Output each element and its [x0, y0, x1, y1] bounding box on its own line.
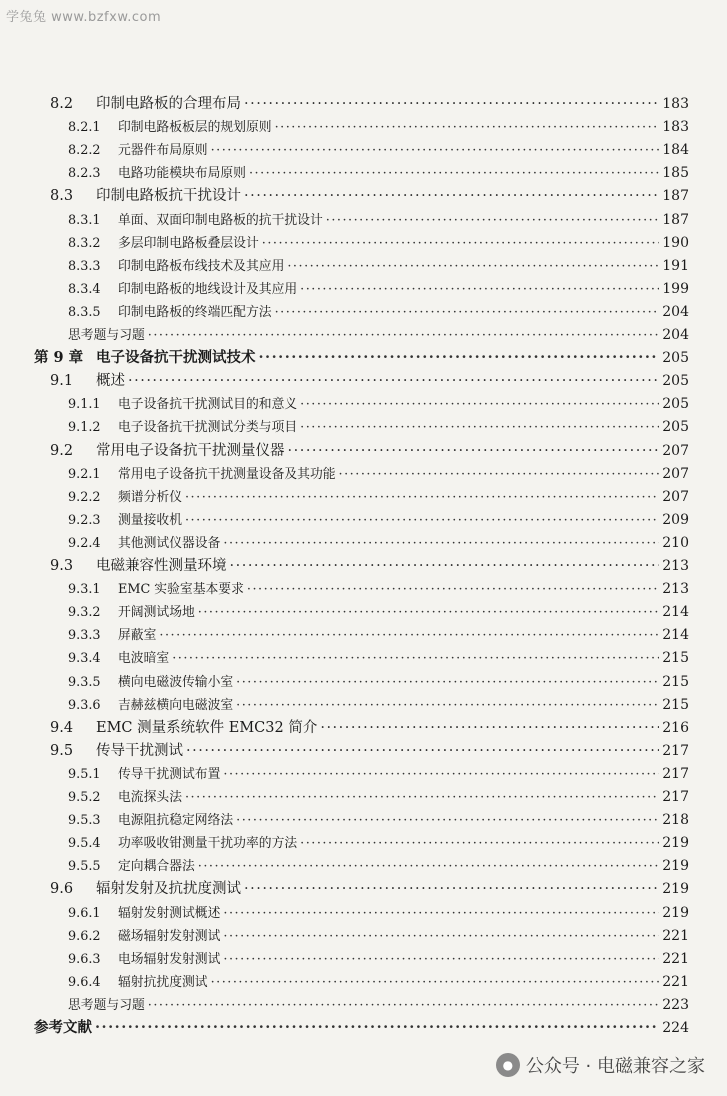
toc-page-number: 205	[662, 373, 689, 390]
toc-leader-dots	[247, 578, 659, 602]
toc-leader-dots	[300, 393, 659, 417]
toc-leader-dots	[249, 162, 659, 186]
toc-row	[68, 462, 689, 486]
toc-row	[50, 554, 689, 578]
toc-page-number: 204	[662, 303, 689, 320]
toc-title: 思考题与习题	[68, 328, 145, 343]
toc-number: 8.3.3	[68, 258, 101, 274]
toc-row	[68, 947, 689, 971]
toc-leader-dots	[223, 902, 659, 926]
toc-row	[68, 623, 689, 647]
toc-page-number: 218	[662, 812, 689, 829]
toc-row	[50, 369, 689, 393]
toc-title: 电波暗室	[118, 651, 170, 667]
toc-leader-dots	[211, 971, 660, 995]
toc-leader-dots	[148, 324, 659, 348]
toc-page-number: 199	[662, 280, 689, 297]
toc-row	[68, 485, 689, 509]
toc-row	[68, 901, 689, 925]
toc-row	[68, 415, 689, 439]
wechat-icon: ●	[496, 1053, 520, 1077]
toc-page-number: 205	[662, 396, 689, 413]
toc-title: EMC 实验室基本要求	[118, 582, 244, 598]
toc-leader-dots	[244, 877, 659, 901]
toc-number: 9.2.4	[68, 535, 101, 551]
toc-page-number: 223	[662, 996, 689, 1013]
toc-row	[68, 993, 689, 1017]
toc-number: 8.3.2	[68, 235, 101, 251]
toc-title: 测量接收机	[118, 512, 182, 528]
toc-row	[50, 716, 689, 740]
toc-row	[68, 670, 689, 694]
toc-page-number: 215	[662, 673, 689, 690]
toc-title: 印制电路板板层的规划原则	[118, 120, 272, 136]
toc-row	[68, 785, 689, 809]
toc-page-number: 205	[662, 350, 689, 367]
toc-number: 9.3.3	[68, 628, 101, 644]
toc-row	[68, 138, 689, 162]
toc-row	[68, 254, 689, 278]
toc-row	[50, 439, 689, 463]
toc-page-number: 215	[662, 650, 689, 667]
toc-row	[68, 808, 689, 832]
toc-title: 概述	[96, 373, 125, 390]
toc-page-number: 209	[662, 511, 689, 528]
toc-number: 9.3.5	[68, 674, 101, 690]
toc-row	[68, 277, 689, 301]
toc-page-number: 221	[662, 927, 689, 944]
toc-leader-dots	[148, 994, 659, 1018]
toc-title: 印制电路板抗干扰设计	[96, 188, 241, 205]
toc-leader-dots	[244, 92, 659, 116]
toc-row	[68, 161, 689, 185]
toc-title: 常用电子设备抗干扰测量设备及其功能	[118, 466, 336, 482]
toc-title: 屏蔽室	[118, 628, 157, 644]
toc-title: 电子设备抗干扰测试目的和意义	[118, 397, 298, 413]
toc-leader-dots	[230, 554, 660, 578]
toc-row	[50, 739, 689, 763]
toc-title: 辐射发射及抗扰度测试	[96, 881, 241, 898]
toc-page-number: 213	[662, 558, 689, 574]
toc-title: 思考题与习题	[68, 997, 145, 1013]
toc-number: 9.6.2	[68, 928, 101, 944]
toc-title: 电源阻抗稳定网络法	[118, 813, 234, 829]
toc-leader-dots	[287, 255, 659, 279]
toc-page-number: 216	[662, 719, 689, 736]
toc-number: 9.1.2	[68, 420, 101, 436]
toc-number: 9.5.3	[68, 813, 101, 829]
toc-page-number: 191	[662, 257, 689, 274]
toc-row	[68, 115, 689, 139]
toc-leader-dots	[320, 716, 659, 740]
toc-number: 9.6.4	[68, 974, 101, 990]
toc-page-number: 219	[662, 904, 689, 921]
toc-title: EMC 测量系统软件 EMC32 简介	[96, 719, 318, 736]
toc-leader-dots	[128, 369, 659, 393]
toc-title: 常用电子设备抗干扰测量仪器	[96, 442, 285, 459]
toc-number: 9.6.1	[68, 905, 101, 921]
toc-title: 其他测试仪器设备	[118, 535, 221, 551]
toc-leader-dots	[223, 532, 659, 556]
toc-title: 电场辐射发射测试	[118, 951, 221, 967]
toc-number: 第 9 章	[34, 349, 84, 367]
toc-number: 9.2.2	[68, 489, 101, 505]
toc-row	[50, 184, 689, 208]
toc-number: 9.1.1	[68, 397, 101, 413]
watermark-top: 学兔兔 www.bzfxw.com	[6, 10, 162, 25]
toc-number: 9.3.2	[68, 605, 101, 621]
toc-page-number: 217	[662, 789, 689, 805]
toc-leader-dots	[300, 278, 659, 302]
toc-number: 8.2.2	[68, 143, 101, 159]
toc-title: 印制电路板布线技术及其应用	[118, 258, 285, 274]
toc-row	[68, 323, 689, 347]
toc-leader-dots	[198, 855, 659, 879]
toc-title: 多层印制电路板叠层设计	[118, 235, 259, 251]
toc-leader-dots	[159, 624, 659, 648]
wechat-watermark	[496, 1052, 705, 1078]
toc-title: 定向耦合器法	[118, 859, 195, 875]
toc-title: 元器件布局原则	[118, 143, 208, 159]
toc-row	[68, 762, 689, 786]
toc-leader-dots	[185, 509, 659, 533]
toc-number: 8.2.1	[68, 120, 101, 136]
toc-number: 9.6	[50, 881, 74, 898]
toc-page-number: 221	[662, 950, 689, 967]
toc-number: 8.3	[50, 188, 74, 205]
toc-number: 9.1	[50, 373, 74, 390]
toc-page-number: 183	[662, 119, 689, 136]
toc-number: 9.5.2	[68, 790, 101, 805]
toc-title: 印制电路板的合理布局	[96, 96, 241, 112]
toc-leader-dots	[275, 116, 660, 140]
toc-title: 电路功能模块布局原则	[118, 166, 246, 182]
toc-title: 横向电磁波传输小室	[118, 674, 234, 690]
toc-leader-dots	[300, 416, 659, 440]
toc-number: 8.3.5	[68, 304, 101, 320]
toc-row	[68, 646, 689, 670]
toc-leader-dots	[211, 139, 660, 163]
toc-row	[68, 392, 689, 416]
toc-leader-dots	[186, 739, 659, 763]
toc-row	[68, 970, 689, 994]
toc-number: 9.3.6	[68, 697, 101, 713]
toc-title: 吉赫兹横向电磁波室	[118, 697, 234, 713]
toc-title: 电子设备抗干扰测试技术	[96, 349, 256, 367]
toc-page-number: 213	[662, 581, 689, 598]
toc-number: 8.2	[50, 96, 74, 112]
toc-leader-dots	[275, 301, 660, 325]
toc-title: 印制电路板的终端匹配方法	[118, 304, 272, 320]
toc-number: 9.6.3	[68, 951, 101, 967]
toc-page-number: 187	[662, 188, 689, 205]
toc-number: 8.3.4	[68, 281, 101, 297]
toc-number: 9.2.3	[68, 512, 101, 528]
toc-number: 9.5.4	[68, 836, 101, 852]
toc-page-number: 207	[662, 442, 689, 459]
toc-title: 单面、双面印制电路板的抗干扰设计	[118, 212, 323, 228]
toc-row	[50, 92, 689, 116]
toc-page-number: 185	[662, 165, 689, 182]
toc-page-number: 215	[662, 696, 689, 713]
toc-page-number: 217	[662, 742, 689, 759]
toc-number: 9.4	[50, 719, 74, 736]
toc-title: 参考文献	[34, 1019, 92, 1036]
toc-leader-dots	[198, 601, 659, 625]
toc-title: 频谱分析仪	[118, 489, 182, 505]
toc-title: 电流探头法	[118, 790, 182, 805]
toc-title: 传导干扰测试	[96, 742, 183, 759]
toc-leader-dots	[223, 925, 659, 949]
toc-leader-dots	[172, 647, 659, 671]
toc-row	[34, 346, 689, 370]
toc-page-number: 210	[662, 534, 689, 551]
toc-number: 9.2	[50, 442, 74, 459]
toc-row	[34, 1016, 689, 1040]
toc-leader-dots	[185, 786, 659, 810]
toc-row	[68, 600, 689, 624]
toc-page-number: 183	[662, 96, 689, 112]
toc-title: 功率吸收钳测量干扰功率的方法	[118, 836, 298, 852]
toc-title: 辐射抗扰度测试	[118, 974, 208, 990]
toc-page-number: 207	[662, 488, 689, 505]
toc-title: 电子设备抗干扰测试分类与项目	[118, 420, 298, 436]
toc-title: 开阔测试场地	[118, 605, 195, 621]
toc-row	[68, 831, 689, 855]
toc-title: 传导干扰测试布置	[118, 766, 221, 782]
toc-row	[68, 531, 689, 555]
toc-leader-dots	[223, 763, 659, 787]
toc-leader-dots	[259, 346, 660, 370]
toc-number: 9.5.5	[68, 859, 101, 875]
toc-row	[50, 877, 689, 901]
toc-page-number: 224	[662, 1020, 689, 1036]
toc-number: 8.2.3	[68, 166, 101, 182]
toc-leader-dots	[236, 809, 659, 833]
toc-number: 9.5.1	[68, 766, 101, 782]
toc-title: 辐射发射测试概述	[118, 905, 221, 921]
toc-leader-dots	[95, 1016, 659, 1040]
toc-leader-dots	[236, 671, 659, 695]
toc-page-number: 219	[662, 881, 689, 898]
toc-page-number: 204	[662, 327, 689, 343]
toc-number: 9.3	[50, 558, 74, 574]
toc-row	[68, 508, 689, 532]
wechat-watermark-text: 公众号 · 电磁兼容之家	[525, 1056, 705, 1077]
toc-page-number: 221	[662, 973, 689, 990]
toc-row	[68, 300, 689, 324]
toc-leader-dots	[244, 184, 659, 208]
toc-row	[68, 577, 689, 601]
toc-page-number: 219	[662, 835, 689, 852]
toc-leader-dots	[236, 694, 659, 718]
toc-page-number: 217	[662, 765, 689, 782]
toc-leader-dots	[185, 486, 659, 510]
toc-number: 8.3.1	[68, 212, 101, 228]
toc-leader-dots	[262, 232, 660, 256]
toc-row	[68, 231, 689, 255]
toc-page-number: 190	[662, 234, 689, 251]
toc-page-number: 205	[662, 419, 689, 436]
toc-title: 磁场辐射发射测试	[118, 928, 221, 944]
toc-leader-dots	[326, 209, 660, 233]
toc-number: 9.2.1	[68, 466, 101, 482]
toc-number: 9.3.1	[68, 582, 101, 598]
toc-leader-dots	[339, 463, 660, 487]
toc-page-number: 207	[662, 465, 689, 482]
toc-leader-dots	[300, 832, 659, 856]
toc-number: 9.5	[50, 742, 74, 759]
toc-page-number: 214	[662, 627, 689, 644]
toc-title: 印制电路板的地线设计及其应用	[118, 281, 298, 297]
toc-leader-dots	[288, 439, 660, 463]
toc-row	[68, 693, 689, 717]
toc-row	[68, 208, 689, 232]
toc-page-number: 214	[662, 604, 689, 621]
toc-leader-dots	[223, 948, 659, 972]
toc-row	[68, 854, 689, 878]
toc-page-number: 219	[662, 858, 689, 875]
toc-title: 电磁兼容性测量环境	[96, 558, 227, 574]
toc-page-number: 187	[662, 211, 689, 228]
toc-number: 9.3.4	[68, 651, 101, 667]
toc-row	[68, 924, 689, 948]
toc-page-number: 184	[662, 142, 689, 159]
